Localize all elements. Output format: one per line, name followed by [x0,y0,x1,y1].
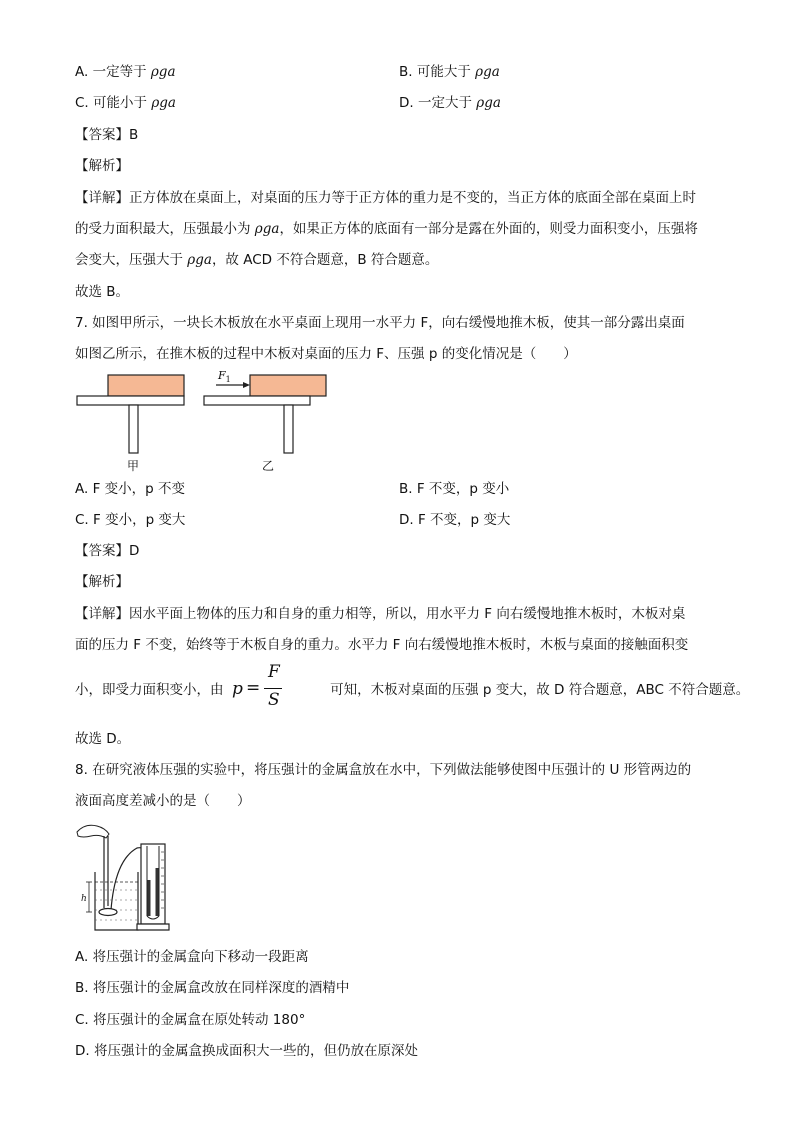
q7-figure [70,366,360,474]
q7-analysis-heading: 【解析】 [75,574,129,590]
q8-option-b: B. 将压强计的金属盒改放在同样深度的酒精中 [75,980,350,996]
formula-equals: = [246,678,261,698]
u-tube-liquid-right [156,868,159,916]
jia-board [108,375,184,396]
q7-option-b: B. F 不变，p 变小 [399,481,510,497]
jia-table-leg [129,405,138,453]
yi-table-leg [284,405,293,453]
q7-detail-line1: 【详解】因水平面上物体的压力和自身的重力相等，所以，用水平力 F 向右缓慢地推木板时，木板对桌 [75,606,686,622]
q6-option-c: C. 可能小于 ρga [75,95,176,111]
jia-table-top [77,396,184,405]
figure-jia [77,375,184,473]
q6-answer: 【答案】B [75,127,139,143]
q8-option-d: D. 将压强计的金属盒换成面积大一些的，但仍放在原深处 [75,1043,418,1059]
u-tube-liquid-left [148,880,151,916]
force-arrow-head [243,382,250,388]
gauge-base [137,924,169,930]
yi-label: 乙 [262,459,275,473]
q6-detail-line1: 【详解】正方体放在桌面上，对桌面的压力等于正方体的重力是不变的，当正方体的底面全部在桌面上时 [75,190,696,206]
q7-option-d: D. F 不变，p 变大 [399,512,511,528]
q7-detail-line2: 面的压力 F 不变，始终等于木板自身的重力。水平力 F 向右缓慢地推木板时，木板与桌面的接触面积变 [75,637,689,653]
q7-stem-line2: 如图乙所示，在推木板的过程中木板对桌面的压力 F、压强 p 的变化情况是（ ） [75,346,577,362]
pressure-formula [232,664,292,714]
metal-box [99,909,117,916]
q8-stem-line1: 8. 在研究液体压强的实验中，将压强计的金属盒放在水中，下列做法能够使图中压强计的 U 形管两边的 [75,762,692,778]
yi-table-top [204,396,310,405]
q6-detail-line3: 会变大，压强大于 ρga，故 ACD 不符合题意，B 符合题意。 [75,252,439,268]
q8-stem-line2: 液面高度差减小的是（ ） [75,793,251,809]
force-label: $F_1$ [218,369,231,384]
yi-board [250,375,326,396]
q7-option-c: C. F 变小，p 变大 [75,512,186,528]
q7-detail-line3: 小，即受力面积变小，由 可知，木板对桌面的压强 p 变大，故 D 符合题意，ABC 不符合题意。 [75,682,750,698]
q6-conclusion: 故选 B。 [75,284,130,300]
q7-answer: 【答案】D [75,543,140,559]
jia-label: 甲 [127,459,140,473]
q6-analysis-heading: 【解析】 [75,158,129,174]
q8-option-c: C. 将压强计的金属盒在原处转动 180° [75,1012,306,1028]
q7-conclusion: 故选 D。 [75,731,131,747]
figure-yi [204,369,326,473]
q6-option-d: D. 一定大于 ρga [399,95,501,111]
formula-fraction-bar [264,688,282,689]
q6-option-a: A. 一定等于 ρga [75,64,176,80]
q8-figure [75,820,175,935]
depth-label: h [81,894,87,904]
formula-numerator: F [268,662,280,682]
formula-denominator: S [268,690,280,710]
q7-stem-line1: 7. 如图甲所示，一块长木板放在水平桌面上现用一水平力 F，向右缓慢地推木板，使其一部分露出桌面 [75,315,685,331]
q7-option-a: A. F 变小，p 不变 [75,481,185,497]
beaker [95,872,138,930]
q6-option-b: B. 可能大于 ρga [399,64,500,80]
q6-detail-line2: 的受力面积最大，压强最小为 ρga，如果正方体的底面有一部分是露在外面的，则受力面积变小，压强将 [75,221,698,237]
formula-p: p [232,679,243,699]
q8-option-a: A. 将压强计的金属盒向下移动一段距离 [75,949,309,965]
